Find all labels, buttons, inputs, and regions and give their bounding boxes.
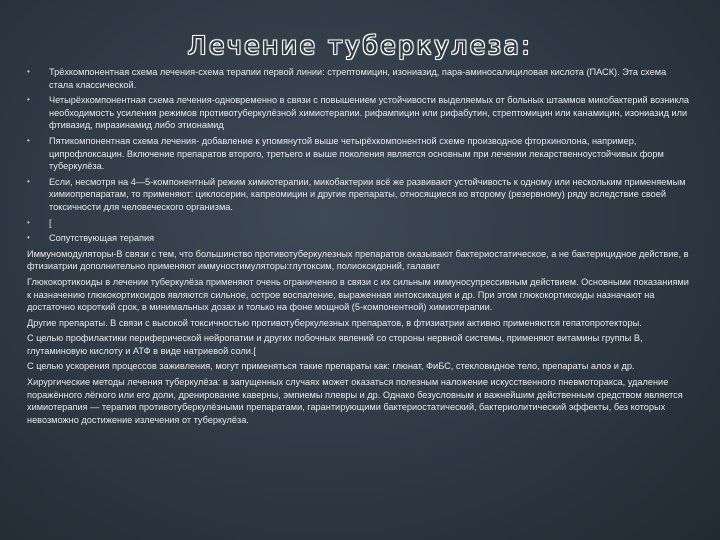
bullet-item <box>27 176 693 214</box>
bullet-text: Пятикомпонентная схема лечения- добавление к упомянутой выше четырёхкомпонентной схеме производное фторхинолона, например, ципрофлоксацин. Включение препаратов второго, третьего и выше поколения является основным при лечении лекарственноустойчивых форм туберкулёза. <box>49 135 664 172</box>
slide-title: Лечение туберкулеза: <box>187 30 533 60</box>
paragraph-glucocorticoids: Глюкокортикоиды в лечении туберкулёза применяют очень ограниченно в связи с их сильным иммуносупрессивным действием. Основными показаниями к назначению глюкокортикоидов являются сильное, острое воспаление, выраженная интоксикация и др. При этом глюкокортикоиды назначают на достаточно короткий срок, в минимальных дозах и только на фоне мощной (5-компонентной) химиотерапии. <box>27 276 689 313</box>
slide-body <box>27 66 693 429</box>
paragraph-healing: С целью ускорения процессов заживления, могут применяться такие препараты как: глюнат, ФиБС, стекловидное тело, препараты алоэ и др. <box>27 361 635 372</box>
bullet-icon: • <box>27 135 30 145</box>
bullet-text: Сопутствующая терапия <box>49 233 155 244</box>
bullet-icon: • <box>27 217 30 227</box>
bullet-icon: • <box>27 95 30 105</box>
bullet-item <box>27 232 693 245</box>
bullet-text: Трёхкомпонентная схема лечения-схема терапии первой линии: стрептомицин, изониазид, пара-аминосалициловая кислота (ПАСК). Эта схема стала классической. <box>49 67 667 90</box>
paragraph-neuropathy-prevention: С целью профилактики периферической нейропатии и других побочных явлений со стороны нервной системы, применяют витамины группы B, глутаминовую кислоту и АТФ в виде натриевой соли.[ <box>27 333 643 356</box>
bullet-icon: • <box>27 67 30 76</box>
paragraph-surgery: Хирургические методы лечения туберкулёза: в запущенных случаях может оказаться полезным наложение искусственного пневмоторакса, удаление поражённого лёгкого или его доли, дренирование каверны, эмпиемы плевры и др. Однако безусловным и важнейшим действенным средством является химиотерапия — терапия противотуберкулёзными препаратами, гарантирующими бактериостатический, бактериолитический эффекты, без которых невозможно достижение излечения от туберкулёза. <box>27 377 683 425</box>
bullet-item <box>27 66 693 91</box>
bullet-text: Четырёхкомпонентная схема лечения-одновременно в связи с повышением устойчивости выделяемых от больных штаммов микобактерий возникла необходимость усиления режимов противотуберкулёзной химиотерапии. рифампицин или рифабутин, стрептомицин или канамицин, изониазид или фтивазид, пиразинамид либо этионамид <box>49 95 690 131</box>
bullet-list <box>27 66 693 245</box>
bullet-item <box>27 94 693 132</box>
bullet-icon: • <box>27 233 30 243</box>
paragraph-immunomodulators: Иммуномодуляторы-В связи с тем, что большинство противотуберкулезных препаратов оказывают бактериостатическое, а не бактерицидное действие, в фтизиатрии дополнительно применяют иммуностимуляторы:глутоксим, полиоксидоний, галавит <box>27 248 689 272</box>
paragraph-other-drugs: Другие препараты. В связи с высокой токсичностью противотуберкулезных препаратов, в фтизиатрии активно применяются гепатопротекторы. <box>27 317 642 328</box>
bullet-item <box>27 217 693 230</box>
bullet-item <box>27 135 693 173</box>
bullet-icon: • <box>27 176 30 186</box>
bullet-text: Если, несмотря на 4—5-компонентный режим химиотерапии, микобактерии всё же развивают устойчивость к одному или нескольким применяемым химиопрепаратам, то применяют: циклосерин, капреомицин и другие препараты, относящиеся ко второму (резервному) ряду вследствие своей токсичности для человеческого организма. <box>49 176 686 212</box>
bullet-text: [ <box>49 217 52 228</box>
